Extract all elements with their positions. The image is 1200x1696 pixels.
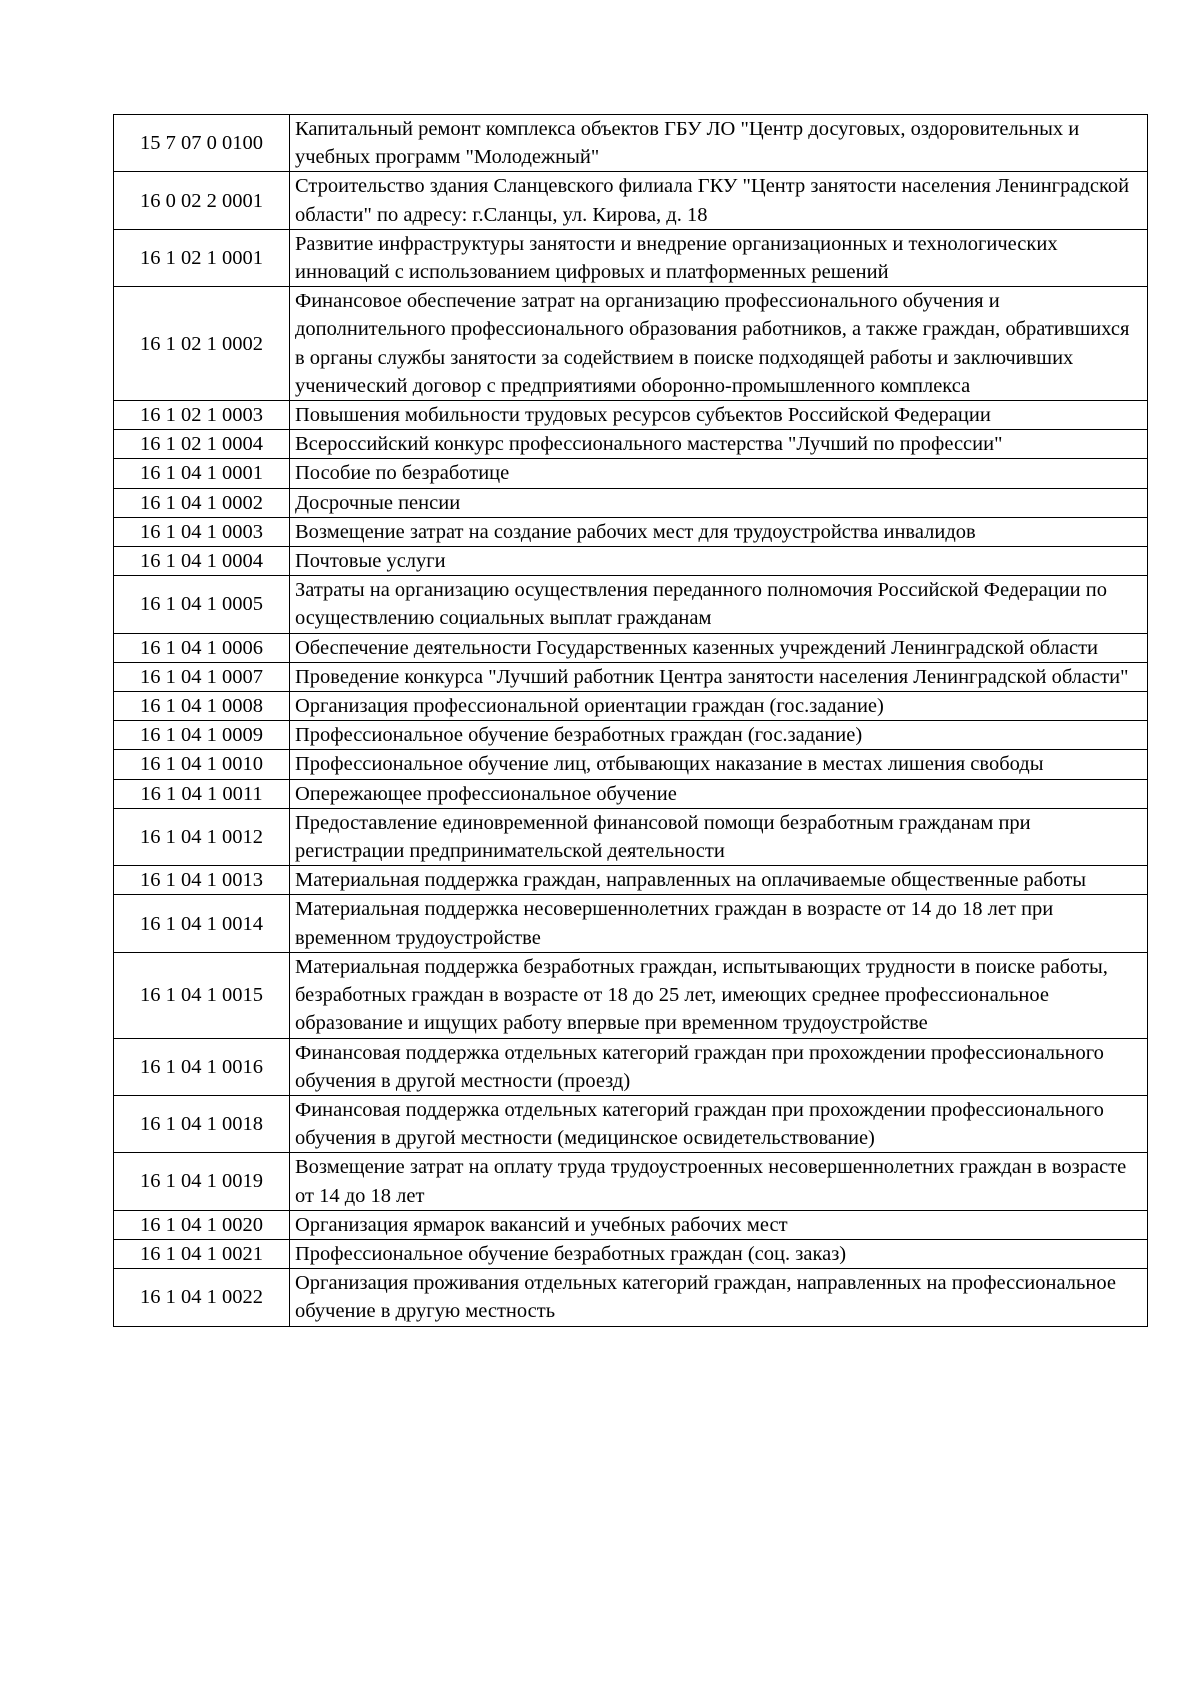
code-cell: 16 1 04 1 0009: [114, 721, 290, 750]
table-row: [114, 1095, 1148, 1152]
description-cell: Финансовая поддержка отдельных категорий граждан при прохождении профессионального обучения в другой местности (медицинское освидетельствование): [290, 1095, 1148, 1152]
code-cell: 16 1 04 1 0018: [114, 1095, 290, 1152]
code-cell: 16 1 04 1 0020: [114, 1210, 290, 1239]
budget-code-table: [113, 114, 1148, 1327]
code-cell: 16 1 04 1 0016: [114, 1038, 290, 1095]
description-cell: Проведение конкурса "Лучший работник Центра занятости населения Ленинградской области": [290, 662, 1148, 691]
table-row: [114, 401, 1148, 430]
table-row: [114, 662, 1148, 691]
table-row: [114, 779, 1148, 808]
code-cell: 16 1 04 1 0006: [114, 633, 290, 662]
description-cell: Почтовые услуги: [290, 547, 1148, 576]
table-row: [114, 750, 1148, 779]
description-cell: Финансовая поддержка отдельных категорий граждан при прохождении профессионального обучения в другой местности (проезд): [290, 1038, 1148, 1095]
table-row: [114, 1210, 1148, 1239]
table-row: [114, 1038, 1148, 1095]
description-cell: Капитальный ремонт комплекса объектов ГБУ ЛО "Центр досуговых, оздоровительных и учебных программ "Молодежный": [290, 115, 1148, 172]
code-cell: 16 1 04 1 0013: [114, 866, 290, 895]
description-cell: Опережающее профессиональное обучение: [290, 779, 1148, 808]
description-cell: Возмещение затрат на создание рабочих мест для трудоустройства инвалидов: [290, 517, 1148, 546]
description-cell: Финансовое обеспечение затрат на организацию профессионального обучения и дополнительного профессионального образования работников, а также граждан, обратившихся в органы службы занятости за содействием в поиске подходящей работы и заключивших ученический договор с предприятиями оборонно-промышленного комплекса: [290, 287, 1148, 401]
table-row: [114, 430, 1148, 459]
table-row: [114, 517, 1148, 546]
description-cell: Возмещение затрат на оплату труда трудоустроенных несовершеннолетних граждан в возрасте от 14 до 18 лет: [290, 1153, 1148, 1210]
description-cell: Организация ярмарок вакансий и учебных рабочих мест: [290, 1210, 1148, 1239]
code-cell: 16 1 02 1 0001: [114, 229, 290, 286]
table-row: [114, 808, 1148, 865]
code-cell: 16 1 04 1 0007: [114, 662, 290, 691]
description-cell: Строительство здания Сланцевского филиала ГКУ "Центр занятости населения Ленинградской области" по адресу: г.Сланцы, ул. Кирова, д. 18: [290, 172, 1148, 229]
table-row: [114, 287, 1148, 401]
table-row: [114, 895, 1148, 952]
description-cell: Всероссийский конкурс профессионального мастерства "Лучший по профессии": [290, 430, 1148, 459]
table-row: [114, 692, 1148, 721]
table-row: [114, 547, 1148, 576]
document-page: [113, 114, 1147, 1327]
code-cell: 16 1 04 1 0008: [114, 692, 290, 721]
description-cell: Пособие по безработице: [290, 459, 1148, 488]
code-cell: 16 1 04 1 0019: [114, 1153, 290, 1210]
description-cell: Материальная поддержка несовершеннолетних граждан в возрасте от 14 до 18 лет при временном трудоустройстве: [290, 895, 1148, 952]
table-row: [114, 1239, 1148, 1268]
code-cell: 16 1 02 1 0002: [114, 287, 290, 401]
description-cell: Материальная поддержка безработных граждан, испытывающих трудности в поиске работы, безработных граждан в возрасте от 18 до 25 лет, имеющих среднее профессиональное образование и ищущих работу впервые при временном трудоустройстве: [290, 952, 1148, 1038]
table-row: [114, 1269, 1148, 1326]
code-cell: 16 1 04 1 0011: [114, 779, 290, 808]
description-cell: Досрочные пенсии: [290, 488, 1148, 517]
table-row: [114, 866, 1148, 895]
code-cell: 16 1 04 1 0003: [114, 517, 290, 546]
description-cell: Профессиональное обучение лиц, отбывающих наказание в местах лишения свободы: [290, 750, 1148, 779]
table-row: [114, 952, 1148, 1038]
description-cell: Обеспечение деятельности Государственных казенных учреждений Ленинградской области: [290, 633, 1148, 662]
code-cell: 16 1 04 1 0015: [114, 952, 290, 1038]
code-cell: 16 1 04 1 0022: [114, 1269, 290, 1326]
code-cell: 16 1 04 1 0004: [114, 547, 290, 576]
table-row: [114, 172, 1148, 229]
table-body: [114, 115, 1148, 1327]
table-row: [114, 576, 1148, 633]
table-row: [114, 633, 1148, 662]
description-cell: Материальная поддержка граждан, направленных на оплачиваемые общественные работы: [290, 866, 1148, 895]
description-cell: Затраты на организацию осуществления переданного полномочия Российской Федерации по осуществлению социальных выплат гражданам: [290, 576, 1148, 633]
description-cell: Предоставление единовременной финансовой помощи безработным гражданам при регистрации предпринимательской деятельности: [290, 808, 1148, 865]
table-row: [114, 229, 1148, 286]
code-cell: 16 1 04 1 0002: [114, 488, 290, 517]
code-cell: 16 1 04 1 0005: [114, 576, 290, 633]
table-row: [114, 115, 1148, 172]
description-cell: Повышения мобильности трудовых ресурсов субъектов Российской Федерации: [290, 401, 1148, 430]
code-cell: 16 1 02 1 0003: [114, 401, 290, 430]
table-row: [114, 721, 1148, 750]
code-cell: 16 0 02 2 0001: [114, 172, 290, 229]
table-row: [114, 1153, 1148, 1210]
description-cell: Развитие инфраструктуры занятости и внедрение организационных и технологических инноваций с использованием цифровых и платформенных решений: [290, 229, 1148, 286]
code-cell: 16 1 02 1 0004: [114, 430, 290, 459]
code-cell: 16 1 04 1 0014: [114, 895, 290, 952]
code-cell: 16 1 04 1 0010: [114, 750, 290, 779]
description-cell: Организация проживания отдельных категорий граждан, направленных на профессиональное обучение в другую местность: [290, 1269, 1148, 1326]
table-row: [114, 488, 1148, 517]
description-cell: Профессиональное обучение безработных граждан (гос.задание): [290, 721, 1148, 750]
description-cell: Организация профессиональной ориентации граждан (гос.задание): [290, 692, 1148, 721]
code-cell: 16 1 04 1 0012: [114, 808, 290, 865]
table-row: [114, 459, 1148, 488]
code-cell: 16 1 04 1 0021: [114, 1239, 290, 1268]
code-cell: 15 7 07 0 0100: [114, 115, 290, 172]
description-cell: Профессиональное обучение безработных граждан (соц. заказ): [290, 1239, 1148, 1268]
code-cell: 16 1 04 1 0001: [114, 459, 290, 488]
